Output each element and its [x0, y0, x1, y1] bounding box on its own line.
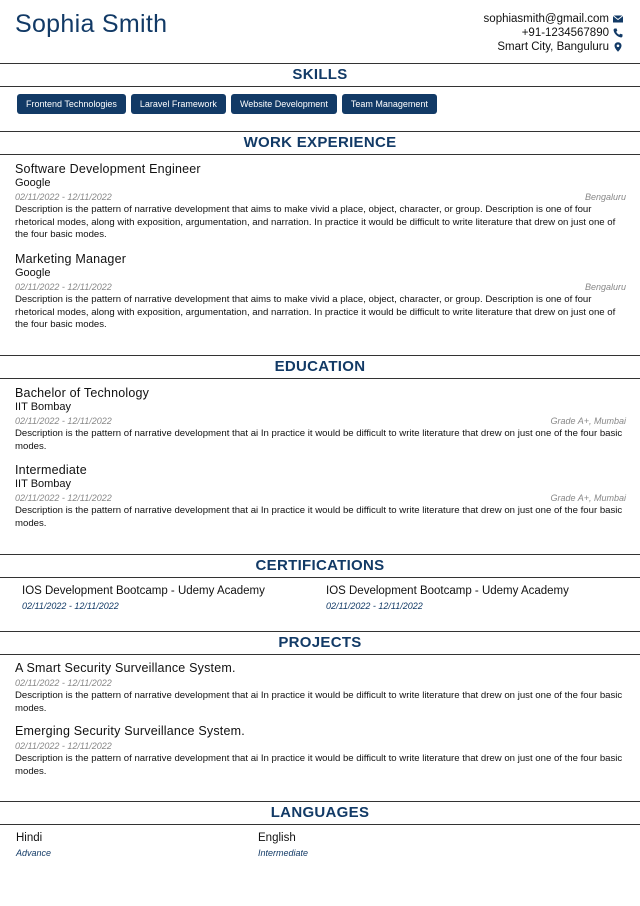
entry-grade: Grade A+, Mumbai — [550, 493, 626, 503]
skill-chip: Frontend Technologies — [17, 94, 126, 114]
map-pin-icon — [613, 42, 623, 52]
contact-info — [484, 12, 623, 54]
education-section-header — [0, 355, 640, 379]
language-item — [16, 831, 51, 858]
project-entry — [15, 661, 626, 715]
certification-item — [326, 584, 616, 611]
phone-icon — [613, 28, 623, 38]
projects-section-header — [0, 631, 640, 655]
institution-name: IIT Bombay — [15, 478, 72, 490]
entry-meta — [15, 281, 626, 293]
institution-name: IIT Bombay — [15, 401, 72, 413]
project-title: A Smart Security Surveillance System. — [15, 661, 236, 675]
email-text[interactable]: sophiasmith@gmail.com — [483, 13, 609, 25]
skill-chip: Team Management — [342, 94, 437, 114]
degree-title: Bachelor of Technology — [15, 386, 150, 400]
section-title: PROJECTS — [278, 634, 362, 651]
entry-description: Description is the pattern of narrative development that ai In practice it would be difficult to write literature that drew on just one of the four basic modes. — [15, 753, 623, 777]
certification-dates: 02/11/2022 - 12/11/2022 — [22, 601, 119, 611]
language-name: English — [258, 832, 296, 844]
language-item — [258, 831, 308, 858]
entry-meta — [15, 677, 626, 689]
project-title: Emerging Security Surveillance System. — [15, 724, 245, 738]
degree-title: Intermediate — [15, 463, 87, 477]
certification-item — [22, 584, 312, 611]
section-title: EDUCATION — [274, 358, 366, 375]
company-name: Google — [15, 177, 51, 189]
entry-description: Description is the pattern of narrative development that ai In practice it would be difficult to write literature that drew on just one of the four basic modes. — [15, 428, 623, 452]
skill-chip: Laravel Framework — [131, 94, 226, 114]
language-level: Advance — [16, 848, 52, 858]
certification-title: IOS Development Bootcamp - Udemy Academy — [326, 585, 569, 597]
entry-meta — [15, 740, 626, 752]
entry-meta — [15, 191, 626, 203]
section-title: CERTIFICATIONS — [255, 557, 385, 574]
skills-section-header — [0, 63, 640, 87]
entry-description: Description is the pattern of narrative development that ai In practice it would be difficult to write literature that drew on just one of the four basic modes. — [15, 690, 623, 714]
skills-list — [17, 94, 437, 114]
resume-header — [0, 0, 640, 62]
candidate-name: Sophia Smith — [15, 10, 168, 38]
section-title: WORK EXPERIENCE — [243, 134, 397, 151]
section-title: LANGUAGES — [270, 804, 370, 821]
job-title: Marketing Manager — [15, 252, 127, 266]
section-title: SKILLS — [292, 66, 348, 83]
project-entry — [15, 724, 626, 778]
languages-section-header — [0, 801, 640, 825]
work-entry — [15, 162, 626, 242]
work-entry — [15, 252, 626, 332]
entry-description: Description is the pattern of narrative development that ai In practice it would be difficult to write literature that drew on just one of the four basic modes. — [15, 505, 623, 529]
entry-grade: Grade A+, Mumbai — [550, 416, 626, 426]
company-name: Google — [15, 267, 51, 279]
entry-dates: 02/11/2022 - 12/11/2022 — [15, 282, 112, 292]
language-level: Intermediate — [258, 848, 309, 858]
entry-dates: 02/11/2022 - 12/11/2022 — [15, 741, 112, 751]
entry-description: Description is the pattern of narrative development that aims to make vivid a place, object, character, or group. Description is one of four rhetorical modes, along with exposition, argumentation, and narration. In practice it would be difficult to write literature that drew on just one of the four basic modes. — [15, 204, 616, 241]
entry-meta — [15, 492, 626, 504]
entry-meta — [15, 415, 626, 427]
job-title: Software Development Engineer — [15, 162, 201, 176]
skill-chip: Website Development — [231, 94, 337, 114]
location-text: Smart City, Banguluru — [497, 41, 609, 53]
certifications-section-header — [0, 554, 640, 578]
certification-title: IOS Development Bootcamp - Udemy Academy — [22, 585, 265, 597]
entry-dates: 02/11/2022 - 12/11/2022 — [15, 416, 112, 426]
entry-dates: 02/11/2022 - 12/11/2022 — [15, 493, 112, 503]
entry-description: Description is the pattern of narrative development that aims to make vivid a place, object, character, or group. Description is one of four rhetorical modes, along with exposition, argumentation, and narration. In practice it would be difficult to write literature that drew on just one of the four basic modes. — [15, 294, 616, 331]
entry-location: Bengaluru — [584, 282, 626, 292]
entry-location: Bengaluru — [584, 192, 626, 202]
education-entry — [15, 386, 626, 453]
language-name: Hindi — [16, 832, 43, 844]
education-entry — [15, 463, 626, 530]
phone-text[interactable]: +91-1234567890 — [521, 27, 609, 39]
entry-dates: 02/11/2022 - 12/11/2022 — [15, 678, 112, 688]
envelope-icon — [613, 14, 623, 24]
entry-dates: 02/11/2022 - 12/11/2022 — [15, 192, 112, 202]
work-section-header — [0, 131, 640, 155]
certification-dates: 02/11/2022 - 12/11/2022 — [326, 601, 423, 611]
